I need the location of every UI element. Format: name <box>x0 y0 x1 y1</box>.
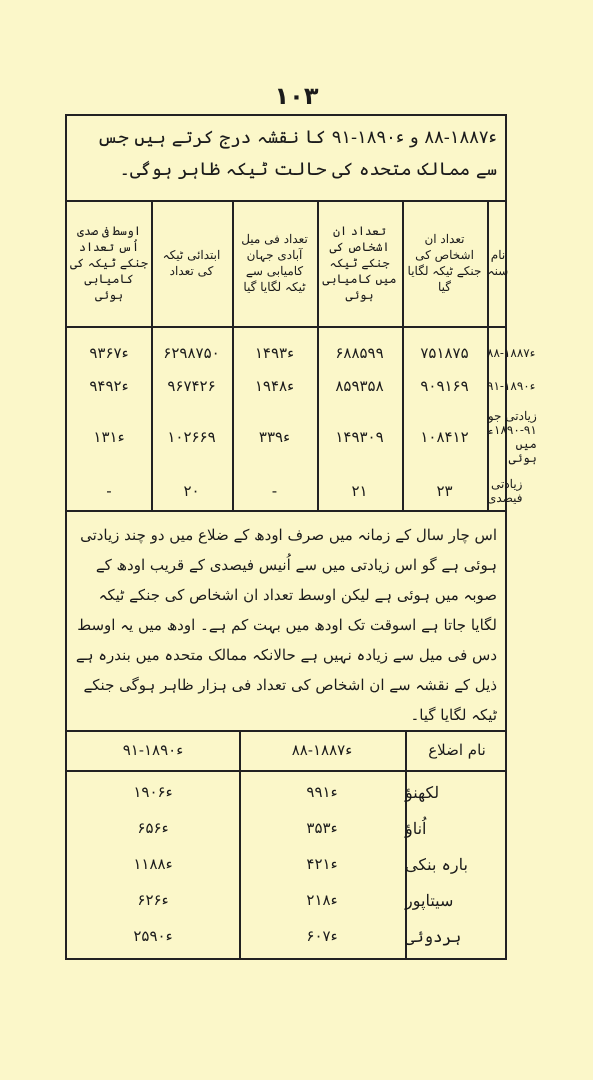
t1-row1-percent: ۹۳ء۶۷ <box>89 344 129 362</box>
t1-row1-label: ء۱۸۸۷-۸۸ <box>487 346 536 360</box>
t1-row1-vaccinated: ۷۵۱۸۷۵ <box>420 344 469 362</box>
t2-row3-v2: ۱۱ء۸۸ <box>133 855 173 873</box>
table1-bottom-rule <box>67 510 505 512</box>
table1-header-rule <box>67 326 505 328</box>
t2-row3-v1: ۴ء۲۱ <box>306 855 338 873</box>
t1-row2-successful: ۸۵۹۳۵۸ <box>335 377 384 395</box>
t1-header-year: نام سنہ <box>487 248 509 278</box>
t1-row4-successful: ۲۱ <box>351 482 368 500</box>
table2-header-rule <box>67 770 505 772</box>
t1-row1-per-mile: ۱۴ء۹۳ <box>254 344 295 362</box>
t1-header-percent-success: اوسط فی صدی اُس تعداد جنکے ٹیکہ کی کامیابی ہوئی <box>70 224 148 302</box>
t1-row3-percent: ۱ء۳۱ <box>93 428 125 446</box>
t1-row3-label: زیادتی جو ۹۱-۱۸۹۰ء میں ہوئی <box>487 409 537 465</box>
t2-header-district: نام اضلاع <box>428 741 486 759</box>
t2-district-5: ہردوئی <box>405 926 462 946</box>
t2-row2-v1: ۳ء۵۳ <box>306 819 338 837</box>
t1-header-vaccinated: تعداد ان اشخاص کی جنکے ٹیکہ لگایا گیا <box>407 232 482 294</box>
t1-row3-successful: ۱۴۹۳۰۹ <box>335 428 384 446</box>
page-number: ۱۰۳ <box>274 82 319 110</box>
t2-row2-v2: ۶ء۵۶ <box>137 819 169 837</box>
t1-header-primary-count: ابتدائی ٹیکہ کی تعداد <box>162 248 221 278</box>
t1-row3-vaccinated: ۱۰۸۴۱۲ <box>420 428 469 446</box>
page-frame <box>65 114 537 960</box>
intro-text: ء۱۸۸۷-۸۸ و ء۱۸۹۰-۹۱ کا نقشہ درج کرتے ہیں جس سے ممالک متحدہ کی حالت ٹیکہ ظاہر ہوگی۔ <box>96 127 497 180</box>
t2-header-year1: ء۱۸۸۷-۸۸ <box>291 741 353 759</box>
t1-header-successful: تعداد ان اشخاص کی جنکے ٹیکہ میں کامیابی ہوئی <box>322 224 397 302</box>
t1-row3-primary: ۱۰۲۶۶۹ <box>167 428 216 446</box>
t1-row1-primary: ۶۲۹۸۷۵۰ <box>163 344 220 362</box>
t2-row1-v2: ۱۹ء۰۶ <box>133 783 173 801</box>
t1-row2-label: ء۱۸۹۰-۹۱ <box>487 379 536 393</box>
t1-row2-vaccinated: ۹۰۹۱۶۹ <box>420 377 469 395</box>
t2-district-1: لکھنؤ <box>405 782 440 802</box>
t1-row2-primary: ۹۶۷۴۲۶ <box>167 377 216 395</box>
t2-row4-v1: ۲ء۱۸ <box>306 891 338 909</box>
t1-row2-percent: ۹۴ء۹۲ <box>89 377 129 395</box>
body-paragraph: اس چار سال کے زمانہ میں صرف اودھ کے ضلاع میں دو چند زیادتی ہوئی ہے گو اس زیادتی میں سے اُنیس فیصدی کے قریب اودھ کے صوبہ میں ہوئی ہے لیکن اوسط تعداد ان اشخاص کی جنکے ٹیکہ لگایا جاتا ہے اسوقت تک اودھ میں بہت کم ہے۔ اودھ میں یہ اوسط دس فی میل سے زیادہ نہیں ہے حالانکہ ممالک متحدہ میں بندرہ ہے ذیل کے نقشہ سے ان اشخاص کی تعداد فی ہزار ظاہر ہوگی جنکے ٹیکہ لگایا گیا۔ <box>75 526 497 724</box>
t1-row4-percent: - <box>106 482 112 500</box>
t2-header-year2: ء۱۸۹۰-۹۱ <box>122 741 184 759</box>
t2-district-3: بارہ بنکی <box>405 854 468 874</box>
t1-header-per-mile: تعداد فی میل آبادی جہان کامیابی سے ٹیکہ لگایا گیا <box>241 232 308 294</box>
t1-row3-per-mile: ۳ء۳۹ <box>258 428 291 446</box>
t1-row2-per-mile: ۱۹ء۴۸ <box>254 377 295 395</box>
t1-row4-label: زیادتی فیصدی <box>487 477 523 505</box>
t2-row5-v2: ۲۵ء۹۰ <box>133 927 173 945</box>
t1-row4-per-mile: - <box>271 482 278 500</box>
t2-row1-v1: ۹ء۹۱ <box>306 783 338 801</box>
t2-district-2: اُناؤ <box>405 818 427 838</box>
t1-row1-successful: ۶۸۸۵۹۹ <box>335 344 384 362</box>
t1-row4-vaccinated: ۲۳ <box>436 482 453 500</box>
t2-row4-v2: ۶ء۲۶ <box>137 891 169 909</box>
t2-district-4: سیتاپور <box>405 890 454 910</box>
t2-row5-v1: ۶ء۰۷ <box>306 927 338 945</box>
t1-row4-primary: ۲۰ <box>183 482 200 500</box>
